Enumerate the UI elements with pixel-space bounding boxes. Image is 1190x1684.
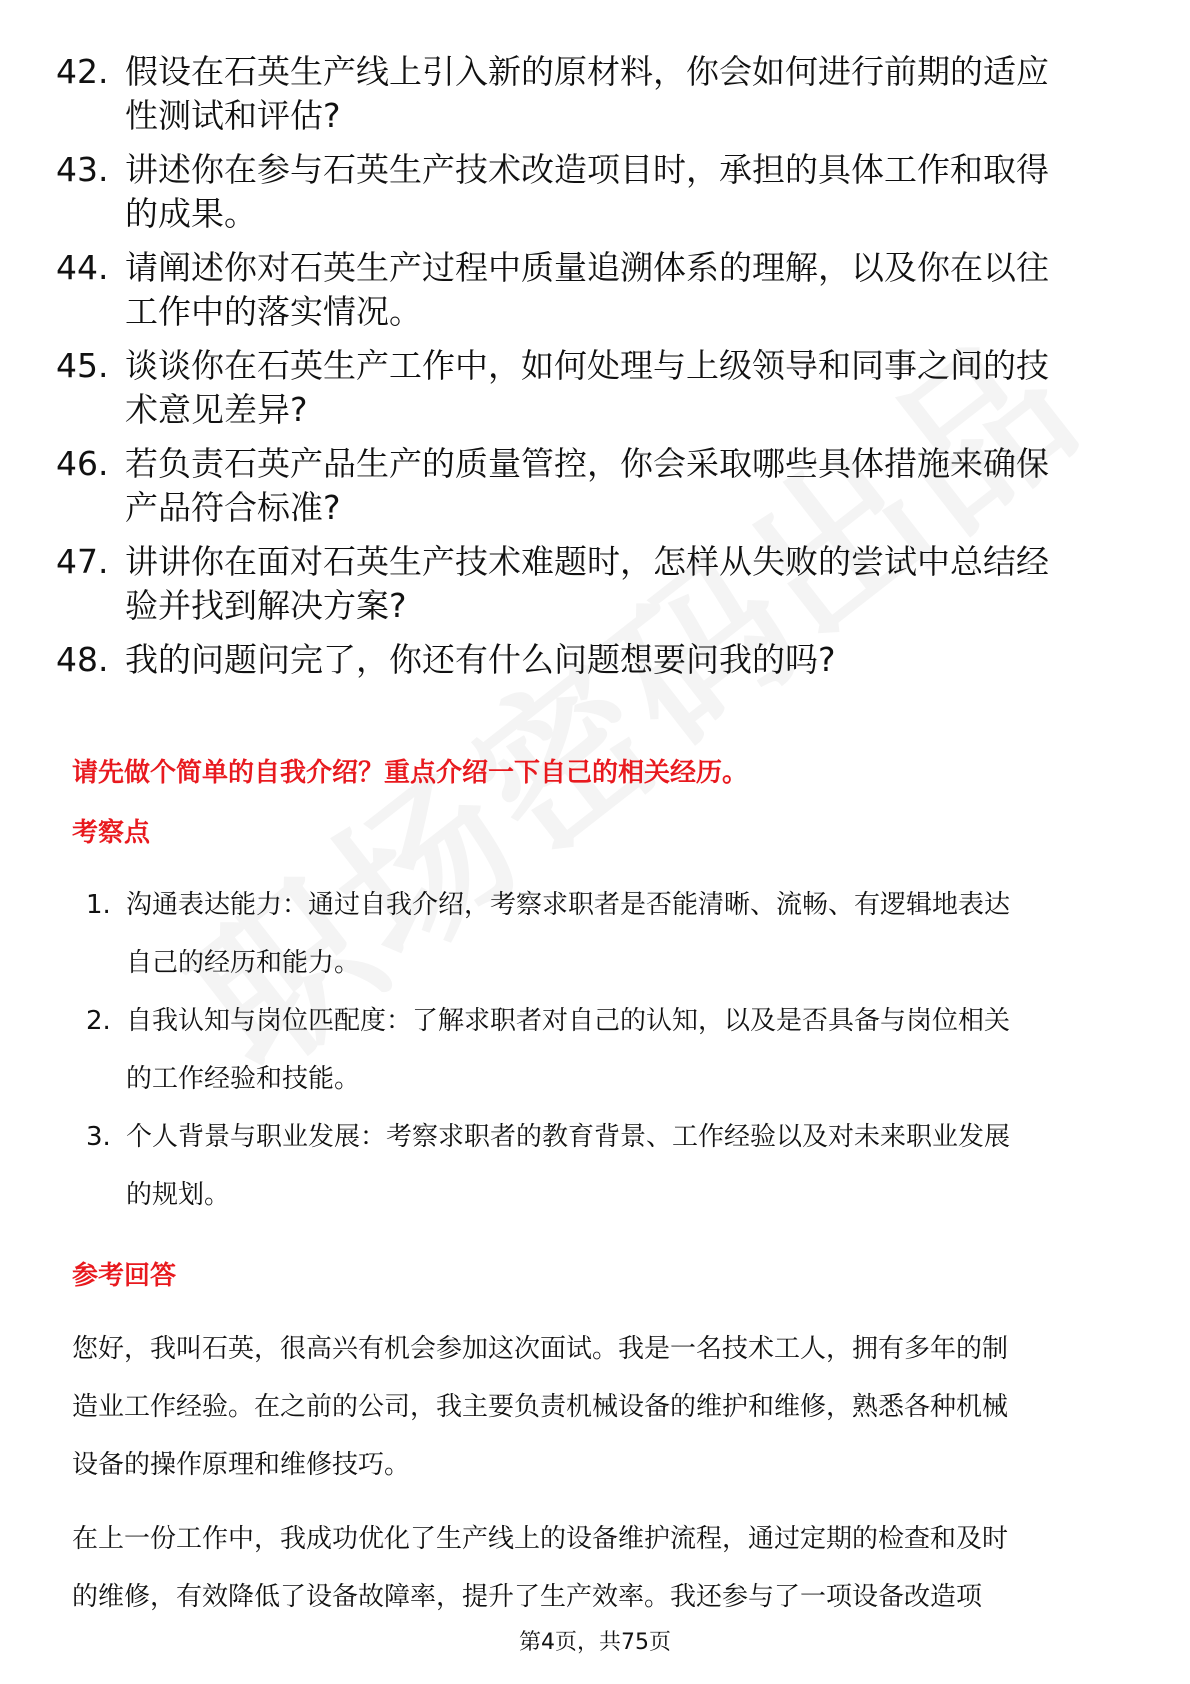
question-item — [56, 442, 1136, 530]
question-item — [56, 540, 1136, 628]
question-text-line: 的成果。 — [125, 194, 257, 233]
question-text-line: 讲述你在参与石英生产技术改造项目时，承担的具体工作和取得 — [125, 150, 1049, 189]
question-text-line: 产品符合标准? — [125, 488, 341, 527]
self-intro-question: 请先做个简单的自我介绍？重点介绍一下自己的相关经历。 — [72, 758, 749, 788]
focus-point-number: 1. — [86, 890, 111, 920]
page-number: 第4页，共75页 — [519, 1630, 671, 1655]
focus-point-item — [86, 992, 1126, 1108]
question-item — [56, 638, 1136, 682]
question-text-line: 验并找到解决方案? — [125, 586, 407, 625]
answer-paragraph — [72, 1320, 1122, 1494]
focus-point-text-line: 自我认知与岗位匹配度：了解求职者对自己的认知，以及是否具备与岗位相关 — [126, 1006, 1011, 1036]
focus-point-text-line: 的规划。 — [126, 1180, 231, 1210]
answer-text-line: 设备的操作原理和维修技巧。 — [72, 1450, 411, 1480]
focus-point-text-line: 沟通表达能力：通过自我介绍，考察求职者是否能清晰、流畅、有逻辑地表达 — [126, 890, 1011, 920]
answer-text-line: 您好，我叫石英，很高兴有机会参加这次面试。我是一名技术工人，拥有多年的制 — [72, 1334, 1009, 1364]
question-number: 45. — [56, 346, 109, 385]
question-text-line: 讲讲你在面对石英生产技术难题时，怎样从失败的尝试中总结经 — [125, 542, 1049, 581]
answer-paragraph — [72, 1510, 1122, 1626]
question-text-line: 谈谈你在石英生产工作中，如何处理与上级领导和同事之间的技 — [125, 346, 1049, 385]
question-number: 43. — [56, 150, 109, 189]
question-number: 44. — [56, 248, 109, 287]
question-text-line: 请阐述你对石英生产过程中质量追溯体系的理解，以及你在以往 — [125, 248, 1049, 287]
focus-point-item — [86, 876, 1126, 992]
question-number: 47. — [56, 542, 109, 581]
question-text-line: 若负责石英产品生产的质量管控，你会采取哪些具体措施来确保 — [125, 444, 1049, 483]
question-list — [56, 50, 1136, 692]
answer-text-line: 的维修，有效降低了设备故障率，提升了生产效率。我还参与了一项设备改造项 — [72, 1582, 983, 1612]
focus-point-text-line: 个人背景与职业发展：考察求职者的教育背景、工作经验以及对未来职业发展 — [126, 1122, 1011, 1152]
focus-point-text-line: 的工作经验和技能。 — [126, 1064, 361, 1094]
question-number: 48. — [56, 640, 109, 679]
question-text-line: 假设在石英生产线上引入新的原材料，你会如何进行前期的适应 — [125, 52, 1049, 91]
question-item — [56, 148, 1136, 236]
focus-point-list — [86, 876, 1126, 1224]
answer-text-line: 造业工作经验。在之前的公司，我主要负责机械设备的维护和维修，熟悉各种机械 — [72, 1392, 1009, 1422]
question-text-line: 术意见差异? — [125, 390, 308, 429]
focus-point-number: 2. — [86, 1006, 111, 1036]
question-number: 42. — [56, 52, 109, 91]
answer-text-line: 在上一份工作中，我成功优化了生产线上的设备维护流程，通过定期的检查和及时 — [72, 1524, 1009, 1554]
focus-point-item — [86, 1108, 1126, 1224]
focus-point-number: 3. — [86, 1122, 111, 1152]
question-item — [56, 50, 1136, 138]
question-text-line: 性测试和评估? — [125, 96, 341, 135]
question-text-line: 工作中的落实情况。 — [125, 292, 422, 331]
answer-heading: 参考回答 — [72, 1261, 177, 1291]
question-number: 46. — [56, 444, 109, 483]
focus-point-text-line: 自己的经历和能力。 — [126, 948, 361, 978]
question-item — [56, 344, 1136, 432]
question-item — [56, 246, 1136, 334]
question-text-line: 我的问题问完了，你还有什么问题想要问我的吗? — [125, 640, 836, 679]
focus-heading: 考察点 — [72, 818, 151, 848]
